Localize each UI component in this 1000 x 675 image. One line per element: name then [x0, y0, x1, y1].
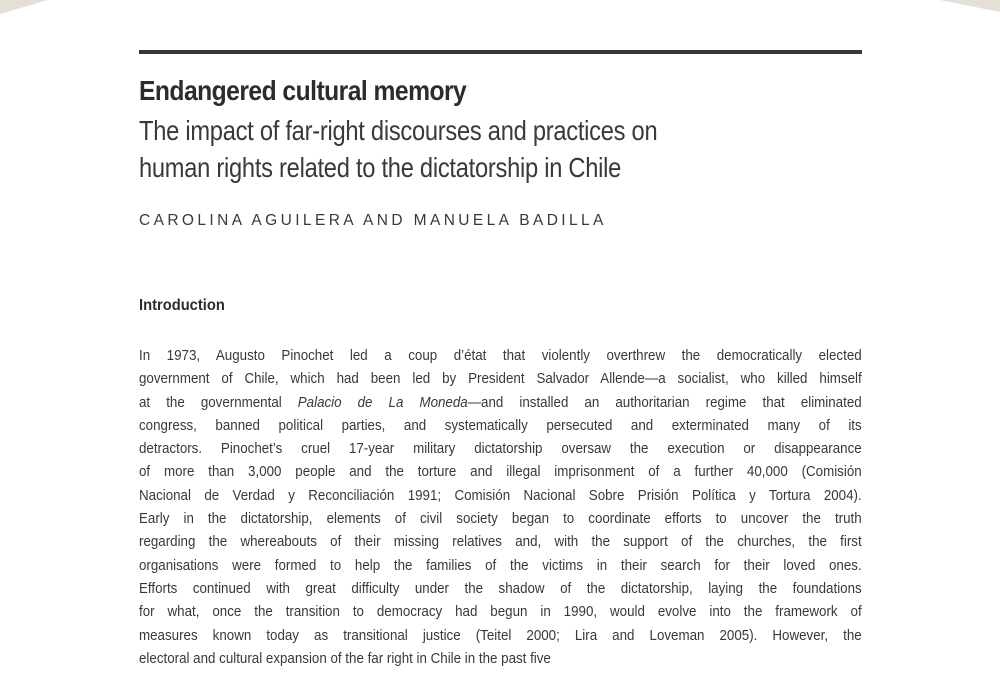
- body-line: In 1973, Augusto Pinochet led a coup d’état that violently overthrew the democratically elected: [139, 347, 862, 364]
- body-line: electoral and cultural expansion of the far right in Chile in the past five: [139, 649, 551, 667]
- body-line: for what, once the transition to democracy had begun in 1990, would evolve into the framework of: [139, 603, 862, 621]
- body-line: Nacional de Verdad y Reconciliación 1991; Comisión Nacional Sobre Prisión Política y Tortura 2004).: [139, 486, 862, 504]
- page-corner-shadow-right: [940, 0, 1000, 12]
- chapter-subtitle: [139, 112, 815, 186]
- body-line: regarding the whereabouts of their missing relatives and, with the support of the churches, the first: [139, 533, 862, 551]
- body-line: detractors. Pinochet’s cruel 17-year military dictatorship oversaw the execution or disappearance: [139, 440, 862, 458]
- subtitle-line-1: The impact of far-right discourses and practices on: [139, 115, 658, 146]
- title-rule: [139, 50, 862, 54]
- chapter-title: Endangered cultural memory: [139, 75, 467, 106]
- section-heading: Introduction: [139, 297, 225, 314]
- body-line: congress, banned political parties, and systematically persecuted and exterminated many of its: [139, 416, 862, 434]
- body-line: of more than 3,000 people and the torture and illegal imprisonment of a further 40,000 (Comisión: [139, 463, 862, 481]
- body-line: organisations were formed to help the families of the victims in their search for their loved ones.: [139, 556, 862, 574]
- body-line: measures known today as transitional justice (Teitel 2000; Lira and Loveman 2005). However, the: [139, 626, 862, 644]
- page-corner-shadow-left: [0, 0, 48, 14]
- body-line: at the governmental Palacio de La Moneda—and installed an authoritarian regime that eliminated: [139, 393, 862, 411]
- body-line: Efforts continued with great difficulty under the shadow of the dictatorship, laying the foundations: [139, 579, 862, 597]
- chapter-authors: CAROLINA AGUILERA AND MANUELA BADILLA: [139, 212, 607, 229]
- body-paragraph: [139, 344, 862, 670]
- subtitle-line-2: human rights related to the dictatorship in Chile: [139, 152, 622, 183]
- body-line: Early in the dictatorship, elements of civil society began to coordinate efforts to uncover the truth: [139, 510, 862, 528]
- italic-place-name: Palacio de La Moneda: [297, 393, 468, 411]
- body-line: government of Chile, which had been led by President Salvador Allende—a socialist, who killed himself: [139, 370, 862, 388]
